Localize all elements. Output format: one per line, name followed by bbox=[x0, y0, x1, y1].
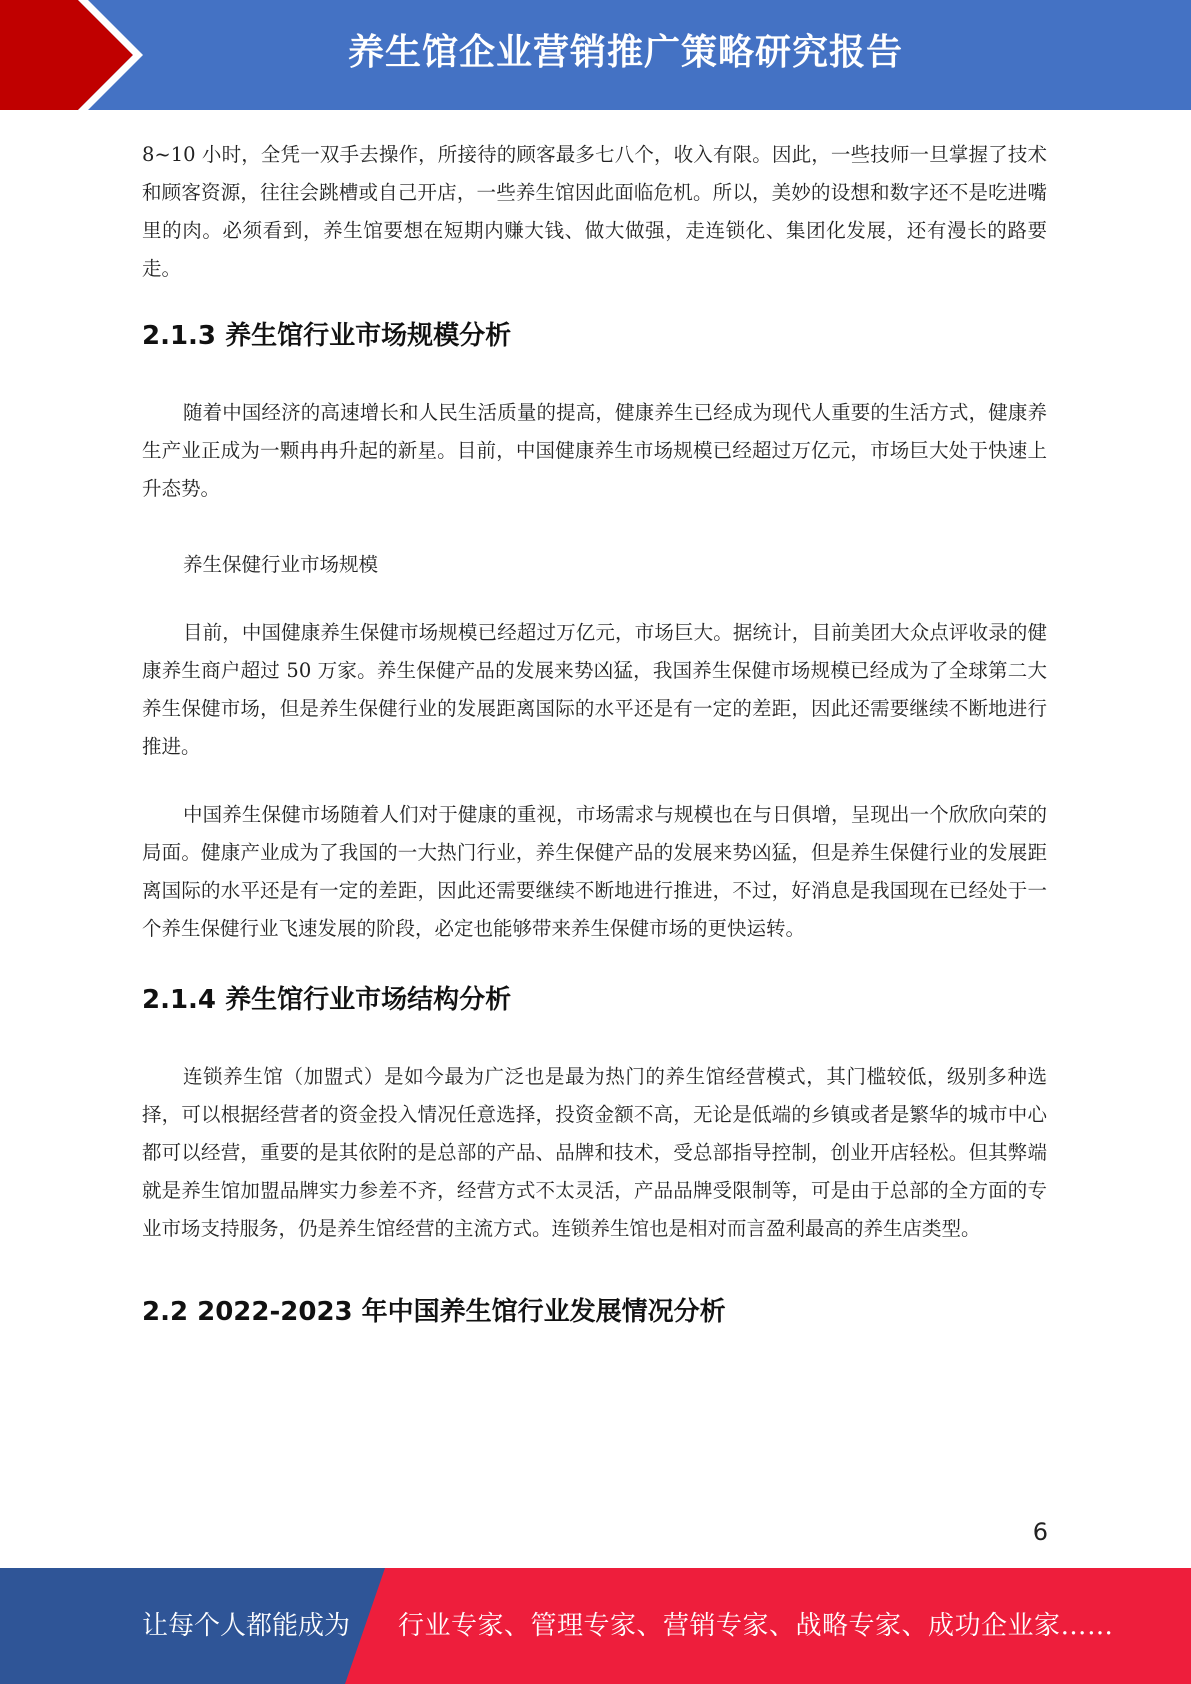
paragraph-market-size: 目前，中国健康养生保健市场规模已经超过万亿元，市场巨大。据统计，目前美团大众点评收录的健康养生商户超过 50 万家。养生保健产品的发展来势凶猛，我国养生保健市场规模已经成为了全球第二大养生保健市场，但是养生保健行业的发展距离国际的水平还是有一定的差距，因此还需要继续不断地进行推进。 bbox=[142, 621, 1047, 758]
footer-slogan-right: 行业专家、管理专家、营销专家、战略专家、成功企业家…… bbox=[398, 1611, 1114, 1641]
page-content bbox=[142, 136, 1047, 1330]
page-footer bbox=[0, 1568, 1191, 1684]
continued-paragraph: 8~10 小时，全凭一双手去操作，所接待的顾客最多七八个，收入有限。因此，一些技师一旦掌握了技术和顾客资源，往往会跳槽或自己开店，一些养生馆因此面临危机。所以，美妙的设想和数字还不是吃进嘴里的肉。必须看到，养生馆要想在短期内赚大钱、做大做强，走连锁化、集团化发展，还有漫长的路要走。 bbox=[142, 143, 1047, 280]
page-number: 6 bbox=[1032, 1518, 1048, 1546]
page-header bbox=[0, 0, 1191, 110]
subheading-market-scale: 养生保健行业市场规模 bbox=[182, 553, 378, 576]
footer-slogan-left: 让每个人都能成为 bbox=[142, 1611, 351, 1641]
section-heading-2-1-4: 2.1.4 养生馆行业市场结构分析 bbox=[142, 985, 512, 1015]
section-heading-2-1-3: 2.1.3 养生馆行业市场规模分析 bbox=[142, 321, 512, 351]
paragraph-market-overview: 随着中国经济的高速增长和人民生活质量的提高，健康养生已经成为现代人重要的生活方式，健康养生产业正成为一颗冉冉升起的新星。目前，中国健康养生市场规模已经超过万亿元，市场巨大处于快速上升态势。 bbox=[142, 401, 1047, 500]
paragraph-market-trend: 中国养生保健市场随着人们对于健康的重视，市场需求与规模也在与日俱增，呈现出一个欣欣向荣的局面。健康产业成为了我国的一大热门行业，养生保健产品的发展来势凶猛，但是养生保健行业的发展距离国际的水平还是有一定的差距，因此还需要继续不断地进行推进，不过，好消息是我国现在已经处于一个养生保健行业飞速发展的阶段，必定也能够带来养生保健市场的更快运转。 bbox=[142, 803, 1047, 940]
paragraph-market-structure: 连锁养生馆（加盟式）是如今最为广泛也是最为热门的养生馆经营模式，其门槛较低，级别多种选择，可以根据经营者的资金投入情况任意选择，投资金额不高，无论是低端的乡镇或者是繁华的城市中心都可以经营，重要的是其依附的是总部的产品、品牌和技术，受总部指导控制，创业开店轻松。但其弊端就是养生馆加盟品牌实力参差不齐，经营方式不太灵活，产品品牌受限制等，可是由于总部的全方面的专业市场支持服务，仍是养生馆经营的主流方式。连锁养生馆也是相对而言盈利最高的养生店类型。 bbox=[142, 1065, 1047, 1240]
section-heading-2-2: 2.2 2022-2023 年中国养生馆行业发展情况分析 bbox=[142, 1297, 726, 1327]
report-title: 养生馆企业营销推广策略研究报告 bbox=[347, 32, 903, 73]
header-arrow-decoration bbox=[0, 0, 150, 110]
